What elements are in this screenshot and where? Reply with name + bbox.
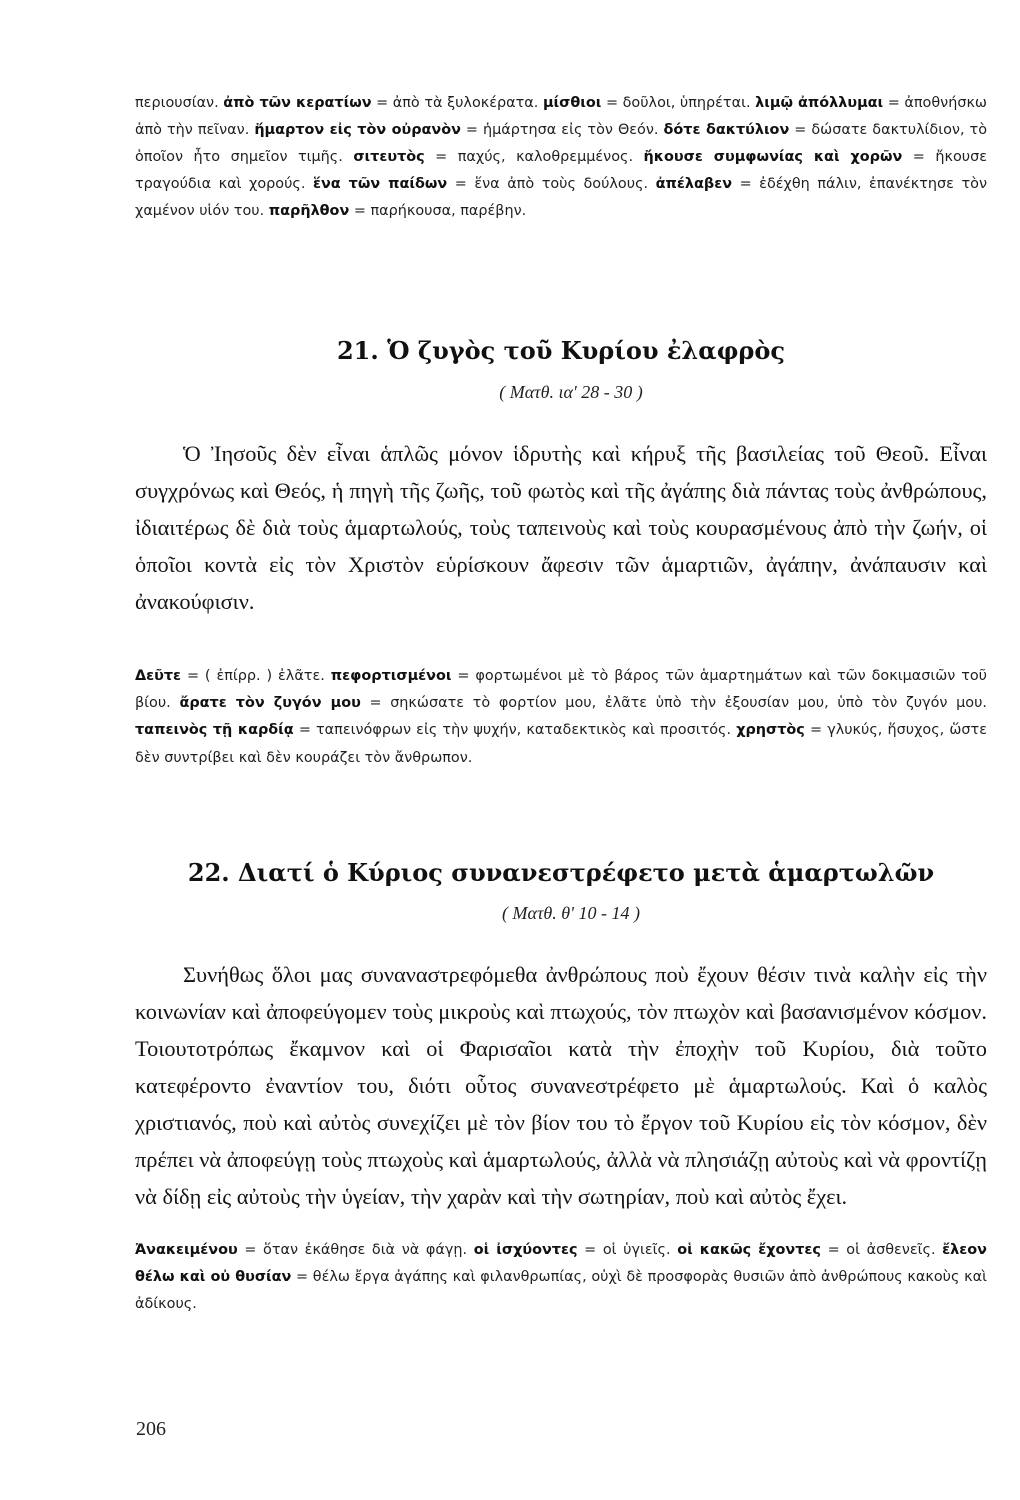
- glossary-definition: = ἡμάρτησα εἰς τὸν Θεόν.: [460, 122, 664, 139]
- glossary-term: ἤκουσε συμφωνίας καὶ χορῶν: [643, 149, 903, 166]
- glossary-term: ἥμαρτον εἰς τὸν οὐρανὸν: [254, 122, 461, 139]
- glossary-term: μίσθιοι: [542, 95, 602, 111]
- glossary-term: λιμῷ ἀπόλλυμαι: [755, 95, 884, 111]
- glossary-paragraph-3: [135, 1237, 987, 1318]
- section-22-heading: 22. Διατί ὁ Κύριος συνανεστρέφετο μετὰ ἁμαρτωλῶν: [187, 858, 935, 887]
- glossary-term: παρῆλθον: [268, 203, 350, 220]
- section-21-body: Ὁ Ἰησοῦς δὲν εἶναι ἁπλῶς μόνον ἱδρυτὴς καὶ κήρυξ τῆς βασιλείας τοῦ Θεοῦ. Εἶναι συγχρόνως καὶ Θεός, ἡ πηγὴ τῆς ζωῆς, τοῦ φωτὸς καὶ τῆς ἀγάπης διὰ πάντας τοὺς ἀνθρώπους, ἰδιαιτέρως δὲ διὰ τοὺς ἁμαρτωλούς, τοὺς ταπεινοὺς καὶ τοὺς κουρασμένους ἀπὸ τὴν ζωήν, οἱ ὁποῖοι κοντὰ εἰς τὸν Χριστὸν εὑρίσκουν ἄφεσιν τῶν ἁμαρτιῶν, ἀγάπην, ἀνάπαυσιν καὶ ἀνακούφισιν.: [135, 441, 987, 614]
- glossary-paragraph-1: [135, 90, 987, 225]
- glossary-term: ἔλεον θέλω καὶ οὐ θυσίαν: [135, 1242, 987, 1285]
- glossary-definition: = παχύς, καλοθρεμμένος.: [424, 149, 644, 166]
- glossary-definition: = σηκώσατε τὸ φορτίον μου, ἐλᾶτε ὑπὸ τὴν ἐξουσίαν μου, ὑπὸ τὸν ζυγόν μου.: [360, 695, 987, 712]
- section-22-reference: ( Ματθ. θ' 10 - 14 ): [502, 903, 640, 923]
- section-21-reference: ( Ματθ. ια' 28 - 30 ): [499, 382, 643, 402]
- glossary-definition: = ταπεινόφρων εἰς τὴν ψυχήν, καταδεκτικὸς καὶ προσιτός.: [293, 722, 737, 739]
- glossary-term: οἱ κακῶς ἔχοντες: [677, 1242, 821, 1258]
- page-number: 206: [136, 1418, 166, 1440]
- section-21-heading: 21. Ὁ ζυγὸς τοῦ Κυρίου ἐλαφρὸς: [336, 336, 786, 365]
- glossary-definition: = θέλω ἔργα ἀγάπης καὶ φιλανθρωπίας, οὐχὶ δὲ προσφορὰς θυσιῶν ἀπὸ ἀνθρώπους κακοὺς καὶ ἀδίκους.: [135, 1269, 987, 1312]
- glossary-term: Δεῦτε: [135, 668, 182, 684]
- glossary-definition: = δώσατε δακτυλίδιον, τὸ ὁποῖον ἦτο σημεῖον τιμῆς.: [135, 122, 988, 166]
- glossary-definition: = ἀπὸ τὰ ξυλοκέρατα.: [371, 95, 543, 111]
- section-22-body: Συνήθως ὅλοι μας συναναστρεφόμεθα ἀνθρώπους ποὺ ἔχουν θέσιν τινὰ καλὴν εἰς τὴν κοινωνίαν καὶ ἀποφεύγομεν τοὺς μικροὺς καὶ πτωχούς, τὸν πτωχὸν καὶ βασανισμένον κόσμον. Τοιουτοτρόπως ἔκαμνον καὶ οἱ Φαρισαῖοι κατὰ τὴν ἐποχὴν τοῦ Κυρίου, διὰ τοῦτο κατεφέροντο ἐναντίον του, διότι οὗτος συνανεστρέφετο μὲ ἁμαρτωλούς. Καὶ ὁ καλὸς χριστιανός, ποὺ καὶ αὐτὸς συνεχίζει μὲ τὸν βίον του τὸ ἔργον τοῦ Κυρίου εἰς τὸν κόσμον, δὲν πρέπει νὰ ἀποφεύγῃ τοὺς πτωχοὺς καὶ ἁμαρτωλούς, ἀλλὰ νὰ πλησιάζῃ αὐτοὺς καὶ νὰ φροντίζῃ νὰ δίδῃ εἰς αὐτοὺς τὴν ὑγείαν, τὴν χαρὰν καὶ τὴν σωτηρίαν, ποὺ καὶ αὐτὸς ἔχει.: [135, 962, 987, 1209]
- glossary-term: ἄρατε τὸν ζυγόν μου: [179, 695, 361, 712]
- glossary-term: Ἀνακειμένου: [135, 1242, 238, 1258]
- glossary-term: δότε δακτύλιον: [663, 122, 790, 139]
- glossary-term: πεφορτισμένοι: [330, 668, 452, 684]
- glossary-definition: = ἕνα ἀπὸ τοὺς δούλους.: [447, 176, 656, 193]
- glossary-definition: = ( ἐπίρρ. ) ἐλᾶτε.: [181, 668, 331, 684]
- glossary-definition: = οἱ ἀσθενεῖς.: [820, 1242, 943, 1258]
- glossary-definition: = ὅταν ἐκάθησε διὰ νὰ φάγῃ.: [237, 1242, 474, 1258]
- glossary-definition: περιουσίαν.: [135, 95, 224, 111]
- glossary-term: ἀπὸ τῶν κερατίων: [223, 95, 372, 111]
- glossary-term: χρηστὸς: [736, 722, 805, 739]
- glossary-definition: = δοῦλοι, ὑπηρέται.: [601, 95, 756, 111]
- glossary-definition: = ἐδέχθη πάλιν, ἐπανέκτησε τὸν χαμένον υἱόν του.: [135, 176, 987, 220]
- glossary-term: ἕνα τῶν παίδων: [312, 176, 448, 193]
- glossary-definition: = ἀποθνήσκω ἀπὸ τὴν πεῖναν.: [135, 95, 987, 139]
- glossary-paragraph-2: [135, 663, 987, 772]
- glossary-definition: = γλυκύς, ἥσυχος, ὥστε δὲν συντρίβει καὶ δὲν κουράζει τὸν ἄνθρωπον.: [135, 722, 987, 766]
- glossary-term: ταπεινὸς τῇ καρδίᾳ: [135, 722, 294, 739]
- glossary-definition: = οἱ ὑγιεῖς.: [577, 1242, 678, 1258]
- glossary-definition: = ἤκουσε τραγούδια καὶ χορούς.: [135, 149, 987, 193]
- glossary-term: σιτευτὸς: [353, 149, 425, 166]
- glossary-term: οἱ ἰσχύοντες: [473, 1242, 578, 1258]
- glossary-definition: = παρήκουσα, παρέβην.: [349, 203, 527, 220]
- glossary-term: ἀπέλαβεν: [655, 176, 733, 193]
- glossary-definition: = φορτωμένοι μὲ τὸ βάρος τῶν ἁμαρτημάτων καὶ τῶν δοκιμασιῶν τοῦ βίου.: [135, 668, 987, 712]
